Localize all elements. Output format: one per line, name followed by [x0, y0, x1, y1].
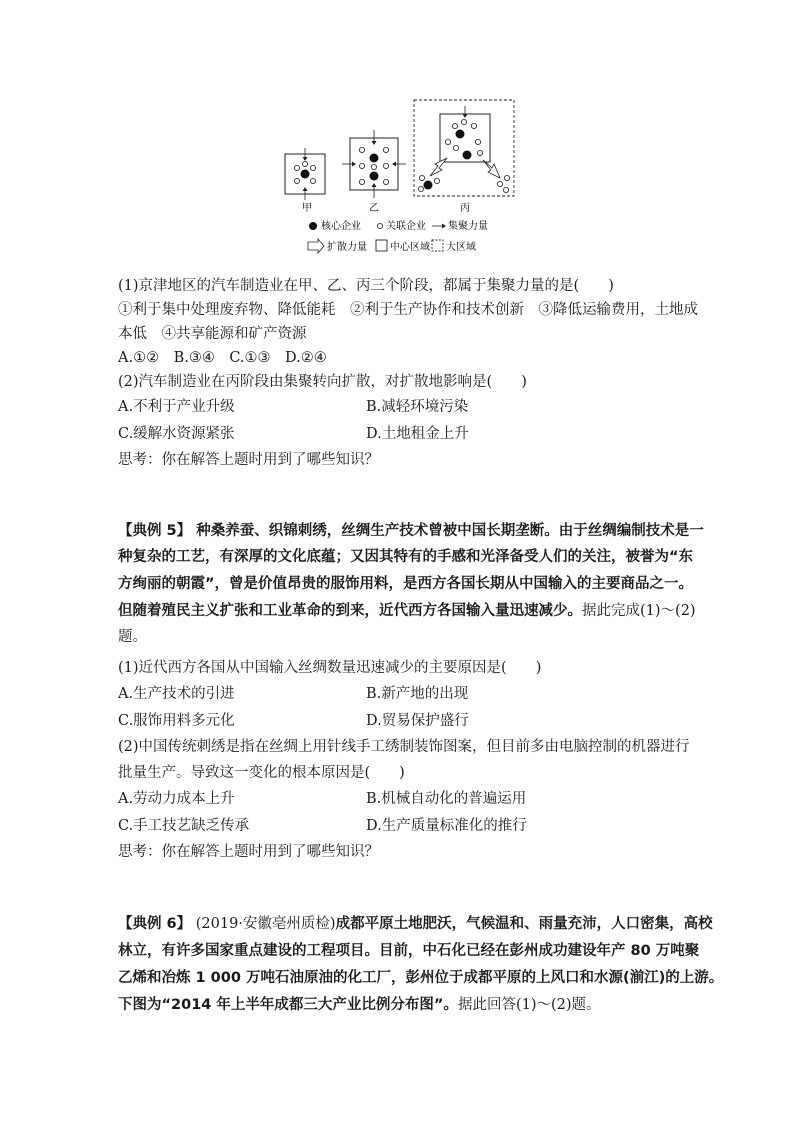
legend-spread: 扩散力量 [327, 242, 367, 253]
ex5-q2-option-d: D.生产质量标准化的推行 [366, 818, 527, 834]
q4-q2-option-d: D.土地租金上升 [366, 426, 469, 442]
ex6-line-4 [118, 995, 601, 1015]
q4-q2-option-a: A.不利于产业升级 [118, 399, 235, 415]
ex5-q2-option-c: C.手工技艺缺乏传承 [118, 818, 250, 834]
ex5-line-1 [118, 521, 704, 541]
ex5-question-2-line-1: (2)中国传统刺绣是指在丝绸上用针线手工绣制装饰图案，但目前多由电脑控制的机器进行 [118, 739, 690, 755]
ex5-line-4-bold: 但随着殖民主义扩张和工业革命的到来，近代西方各国输入量迅速减少。 [118, 603, 582, 619]
q4-question-2: (2)汽车制造业在丙阶段由集聚转向扩散，对扩散地影响是( ) [118, 374, 527, 390]
ex6-line-4-rest: 据此回答(1)～(2)题。 [457, 997, 601, 1013]
ex5-q2-option-b: B.机械自动化的普遍运用 [366, 791, 527, 807]
stage-label-bing: 丙 [460, 203, 470, 214]
legend-big: 大区域 [446, 242, 476, 253]
q4-q1-options: A.①② B.③④ C.①③ D.②④ [118, 350, 327, 366]
ex6-line-2: 林立，有许多国家重点建设的工程项目。目前，中石化已经在彭州成功建设年产 80 万吨聚 [118, 943, 700, 959]
related-enterprise-legend-icon [377, 223, 382, 228]
industry-agglomeration-diagram [280, 98, 520, 268]
ex5-q1-option-d: D.贸易保护盛行 [366, 713, 469, 729]
ex6-line-3: 乙烯和冶炼 1 000 万吨石油原油的化工厂，彭州位于成都平原的上风口和水源(湔江)的上游。 [118, 970, 724, 986]
ex5-tag: 【典例 5】 [118, 523, 192, 539]
ex5-q1-option-a: A.生产技术的引进 [118, 686, 235, 702]
q4-q2-option-c: C.缓解水资源紧张 [118, 426, 235, 442]
stage-bing-box [414, 100, 514, 196]
ex5-q1-option-b: B.新产地的出现 [366, 686, 469, 702]
ex6-source: (2019·安徽亳州质检) [195, 916, 336, 932]
stage-jia-box [285, 148, 325, 200]
ex5-think-prompt: 思考：你在解答上题时用到了哪些知识？ [118, 844, 379, 860]
stage-label-jia: 甲 [302, 203, 312, 214]
spread-arrow-legend-icon [308, 239, 324, 253]
ex5-question-1: (1)近代西方各国从中国输入丝绸数量迅速减少的主要原因是( ) [118, 660, 542, 676]
stage-label-yi: 乙 [369, 203, 379, 214]
ex5-line-1-text: 种桑养蚕、织锦刺绣，丝绸生产技术曾被中国长期垄断。由于丝绸编制技术是一 [196, 523, 704, 539]
ex5-line-5: 题。 [118, 629, 147, 645]
ex5-q1-option-c: C.服饰用料多元化 [118, 713, 235, 729]
ex6-line-4-bold: 下图为“2014 年上半年成都三大产业比例分布图”。 [118, 997, 458, 1013]
big-region-legend-icon [432, 240, 443, 251]
ex5-line-4 [118, 601, 696, 621]
legend-center: 中心区域 [390, 242, 430, 253]
q4-items-line-2: 本低 ④共享能源和矿产资源 [118, 326, 307, 342]
q4-question-1: (1)京津地区的汽车制造业在甲、乙、丙三个阶段，都属于集聚力量的是( ) [118, 278, 614, 294]
q4-think-prompt: 思考：你在解答上题时用到了哪些知识？ [118, 452, 379, 468]
q4-items-line-1: ①利于集中处理废弃物、降低能耗 ②利于生产协作和技术创新 ③降低运输费用，土地成 [118, 302, 698, 318]
legend-gather: 集聚力量 [448, 221, 488, 232]
legend-related: 关联企业 [386, 221, 426, 232]
q4-q2-option-b: B.减轻环境污染 [366, 399, 469, 415]
ex6-line-1-text: 成都平原土地肥沃，气候温和、雨量充沛，人口密集，高校 [335, 916, 713, 932]
ex5-q2-option-a: A.劳动力成本上升 [118, 791, 235, 807]
center-region-legend-icon [376, 240, 387, 251]
ex5-line-4-rest: 据此完成(1)～(2) [582, 603, 696, 619]
stage-yi-box [342, 130, 406, 198]
ex5-line-2: 种复杂的工艺，有深厚的文化底蕴；又因其特有的手感和光泽备受人们的关注，被誉为“东 [118, 549, 694, 565]
legend-core: 核心企业 [321, 221, 361, 232]
ex5-line-3: 方绚丽的朝霞”，曾是价值昂贵的服饰用料，是西方各国长期从中国输入的主要商品之一。 [118, 576, 694, 592]
ex6-tag: 【典例 6】 [118, 916, 192, 932]
ex6-line-1 [118, 914, 713, 934]
core-enterprise-legend-icon [309, 222, 317, 230]
ex5-question-2-line-2: 批量生产。导致这一变化的根本原因是( ) [118, 765, 405, 781]
